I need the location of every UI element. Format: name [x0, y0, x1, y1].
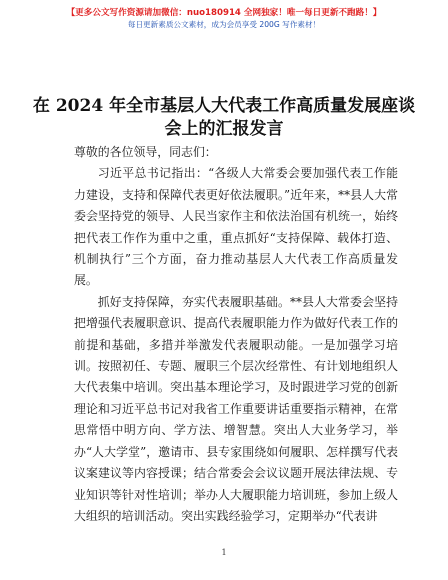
document-title: 在 2024 年全市基层人大代表工作高质量发展座谈会上的汇报发言: [32, 96, 416, 139]
document-body: [74, 142, 398, 527]
greeting: 尊敬的各位领导，同志们：: [74, 145, 217, 159]
paragraph: 习近平总书记指出：“各级人大常委会要加强代表工作能力建设，支持和保障代表更好依法履职。”近年来，**县人大常委会坚持党的领导、人民当家作主和依法治国有机统一，始终把代表工作作为重中之重，重点抓好“支持保障、载体打造、机制执行”三个方面，奋力推动基层人大代表工作高质量发展。: [74, 166, 398, 288]
paragraph: 抓好支持保障，夯实代表履职基础。**县人大常委会坚持把增强代表履职意识、提高代表履职能力作为做好代表工作的前提和基础，多措并举激发代表履职动能。一是加强学习培训。按照初任、专题、履职三个层次经常性、有计划地组织人大代表集中培训。突出基本理论学习，及时跟进学习党的创新理论和习近平总书记对我省工作重要讲话重要指示精神，在常思常悟中明方向、学方法、增智慧。突出人大业务学习，举办“人大学堂”，邀请市、县专家围绕如何履职、怎样撰写代表议案建议等内容授课；结合常委会会议议题开展法律法规、专业知识等针对性培训；举办人大履职能力培训班，参加上级人大组织的培训活动。突出实践经验学习，定期举办“代表讲: [74, 294, 398, 523]
promo-banner-line2: 每日更新素质公文素材，成为会员享受 200G 写作素材！: [127, 20, 321, 29]
promo-banner-line1: 【更多公文写作资源请加微信：nuo180914 全网独家！唯一每日更新不跑路！】: [66, 8, 382, 18]
page-number: 1: [221, 548, 227, 557]
